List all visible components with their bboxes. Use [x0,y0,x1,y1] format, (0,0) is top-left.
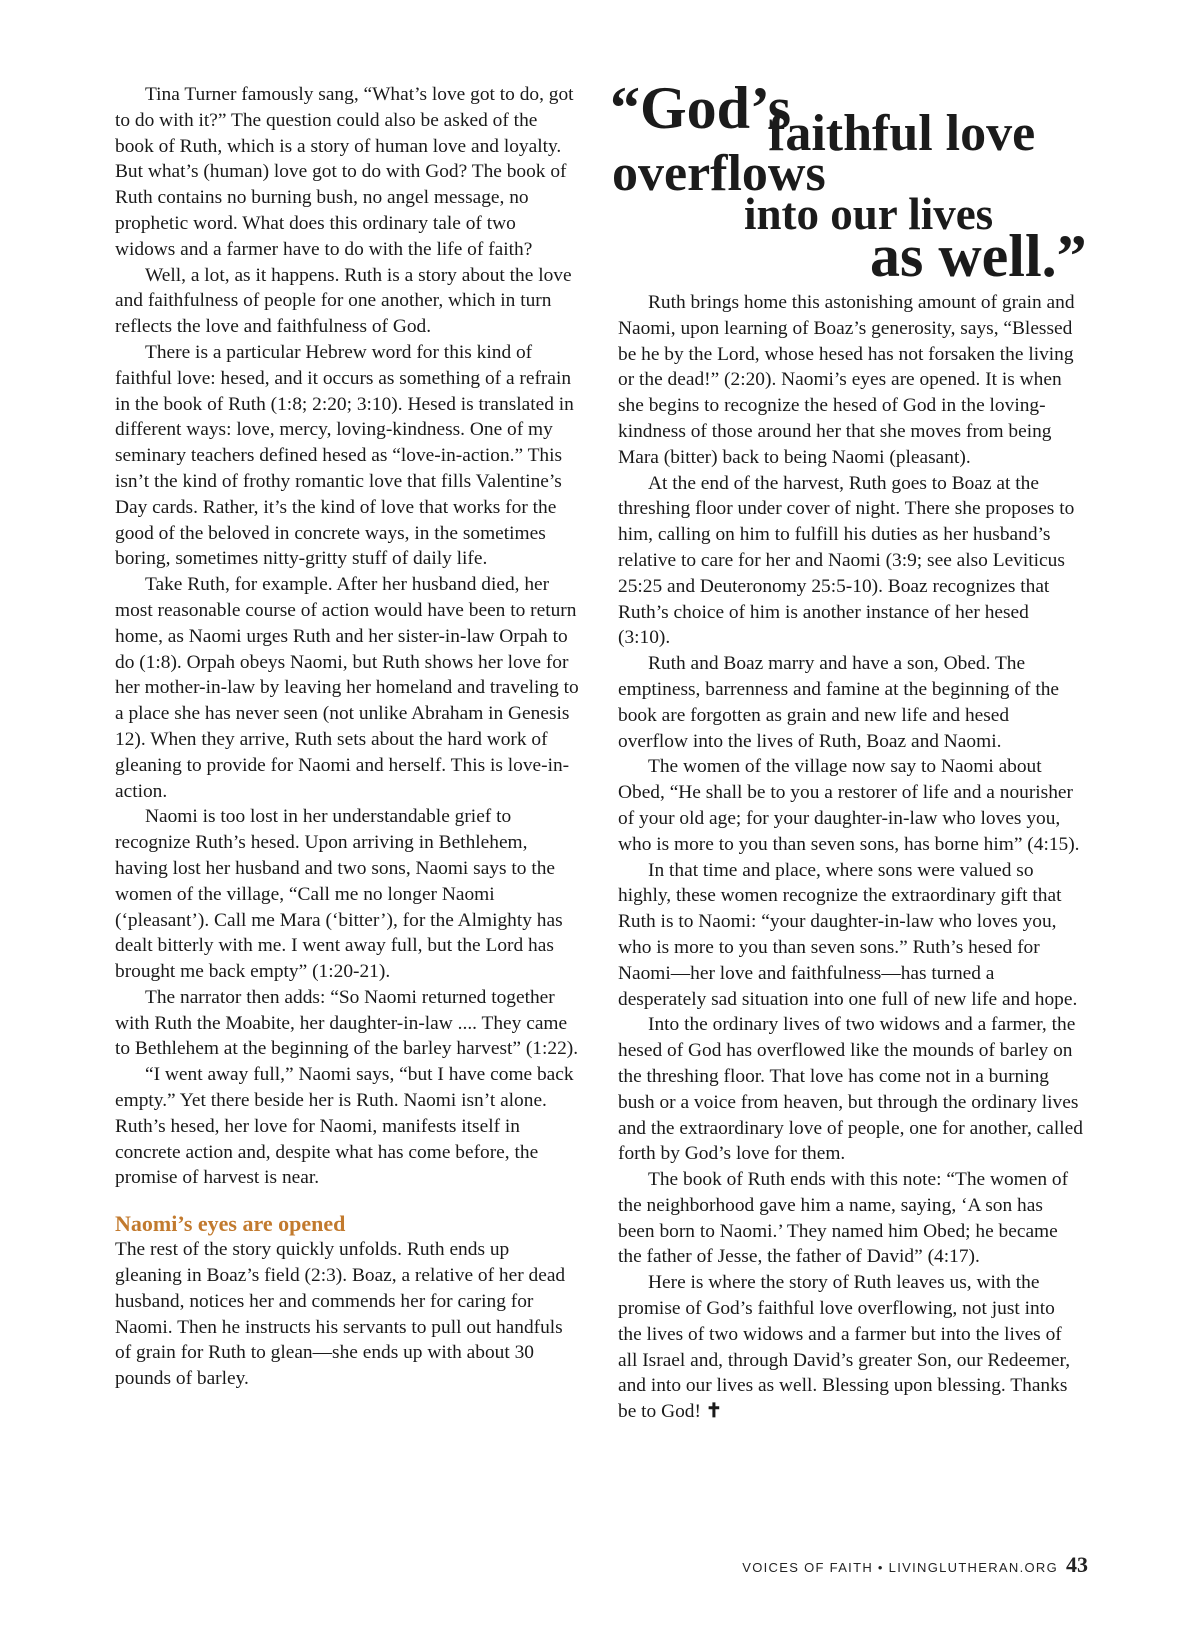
page-number: 43 [1066,1552,1088,1577]
pull-quote-line: into our lives [744,189,994,239]
pull-quote-line: overflows [612,145,826,202]
body-paragraph: The women of the village now say to Naomi about Obed, “He shall be to you a restorer of life and a nourisher of your old age; for your daughter-in-law who loves you, who is more to you than seven sons, has borne him” (4:15). [618,756,1080,855]
pull-quote [610,75,1090,289]
body-paragraph: The narrator then adds: “So Naomi returned together with Ruth the Moabite, her daughter-in-law .... They came to Bethlehem at the beginning of the barley harvest” (1:22). [115,986,579,1060]
body-paragraph: Ruth brings home this astonishing amount of grain and Naomi, upon learning of Boaz’s generosity, says, “Blessed be he by the Lord, whose hesed has not forsaken the living or the dead!” (2:20). Naomi’s eyes are opened. It is when she begins to recognize the hesed of God in the loving-kindness of those around her that she moves from being Mara (bitter) back to being Naomi (pleasant). [618,292,1075,468]
cross-icon: ✝ [705,1401,723,1423]
pull-quote-line: as well.” [870,223,1087,289]
pull-quote-line: faithful love [768,105,1036,162]
body-paragraph: Ruth and Boaz marry and have a son, Obed. The emptiness, barrenness and famine at the beginning of the book are forgotten as grain and new life and hesed overflow into the lives of Ruth, Boaz and Naomi. [618,653,1060,752]
body-paragraph: In that time and place, where sons were valued so highly, these women recognize the extraordinary gift that Ruth is to Naomi: “your daughter-in-law who loves you, who is more to you than seven sons.” Ruth’s hesed for Naomi—her love and faithfulness—has turned a desperately sad situation into one full of new life and hope. [618,859,1078,1010]
left-column [115,82,580,1392]
body-paragraph: “I went away full,” Naomi says, “but I have come back empty.” Yet there beside her is Ruth. Naomi isn’t alone. Ruth’s hesed, her love for Naomi, manifests itself in concrete action and, despite what has come before, the promise of harvest is near. [115,1064,574,1189]
body-paragraph: Well, a lot, as it happens. Ruth is a story about the love and faithfulness of people for one another, which in turn reflects the love and faithfulness of God. [115,264,572,338]
body-paragraph: At the end of the harvest, Ruth goes to Boaz at the threshing floor under cover of night. There she proposes to him, calling on him to fulfill his duties as her husband’s relative to care for her and Naomi (3:9; see also Leviticus 25:25 and Deuteronomy 25:5-10). Boaz recognizes that Ruth’s choice of him is another instance of her hesed (3:10). [618,472,1075,649]
final-paragraph-text: Here is where the story of Ruth leaves us, with the promise of God’s faithful love overflowing, not just into the lives of two widows and a farmer but into the lives of all Israel and, through David’s greater Son, our Redeemer, and into our lives as well. Blessing upon blessing. Thanks be to God! [618,1272,1071,1423]
publication-name: VOICES OF FAITH • LIVINGLUTHERAN.ORG [742,1560,1058,1575]
body-paragraph: Tina Turner famously sang, “What’s love got to do, got to do with it?” The question could also be asked of the book of Ruth, which is a story of human love and loyalty. But what’s (human) love got to do with God? The book of Ruth contains no burning bush, no angel message, no prophetic word. What does this ordinary tale of two widows and a farmer have to do with the life of faith? [115,84,574,260]
body-paragraph: Take Ruth, for example. After her husband died, her most reasonable course of action would have been to return home, as Naomi urges Ruth and her sister-in-law Orpah to do (1:8). Orpah obeys Naomi, but Ruth shows her love for her mother-in-law by leaving her homeland and traveling to a place she has never seen (not unlike Abraham in Genesis 12). When they arrive, Ruth sets about the hard work of gleaning to provide for Naomi and herself. This is love-in-action. [115,574,579,802]
body-paragraph: Into the ordinary lives of two widows and a farmer, the hesed of God has overflowed like the mounds of barley on the threshing floor. That love has come not in a burning bush or a voice from heaven, but through the ordinary lives and the extraordinary love of people, one for another, called forth by God’s love for them. [618,1014,1083,1165]
pull-quote-line: “God’s [610,75,792,141]
right-column [618,290,1083,1425]
body-paragraph: The rest of the story quickly unfolds. Ruth ends up gleaning in Boaz’s field (2:3). Boaz, a relative of her dead husband, notices her and commends her for caring for Naomi. Then he instructs his servants to pull out handfuls of grain for Ruth to glean—she ends up with about 30 pounds of barley. [115,1239,566,1390]
section-subhead: Naomi’s eyes are opened [115,1211,346,1237]
body-paragraph: The book of Ruth ends with this note: “The women of the neighborhood gave him a name, saying, ‘A son has been born to Naomi.’ They named him Obed; he became the father of Jesse, the father of David” (4:17). [618,1169,1069,1268]
body-paragraph [618,1270,1083,1425]
page-footer [742,1552,1088,1578]
body-paragraph: Naomi is too lost in her understandable grief to recognize Ruth’s hesed. Upon arriving in Bethlehem, having lost her husband and two sons, Naomi says to the women of the village, “Call me no longer Naomi (‘pleasant’). Call me Mara (‘bitter’), for the Almighty has dealt bitterly with me. I went away full, but the Lord has brought me back empty” (1:20-21). [115,806,563,983]
body-paragraph: There is a particular Hebrew word for this kind of faithful love: hesed, and it occurs as something of a refrain in the book of Ruth (1:8; 2:20; 3:10). Hesed is translated in different ways: love, mercy, loving-kindness. One of my seminary teachers defined hesed as “love-in-action.” This isn’t the kind of frothy romantic love that fills Valentine’s Day cards. Rather, it’s the kind of love that works for the good of the beloved in concrete ways, in the sometimes boring, sometimes nitty-gritty stuff of daily life. [115,341,574,570]
